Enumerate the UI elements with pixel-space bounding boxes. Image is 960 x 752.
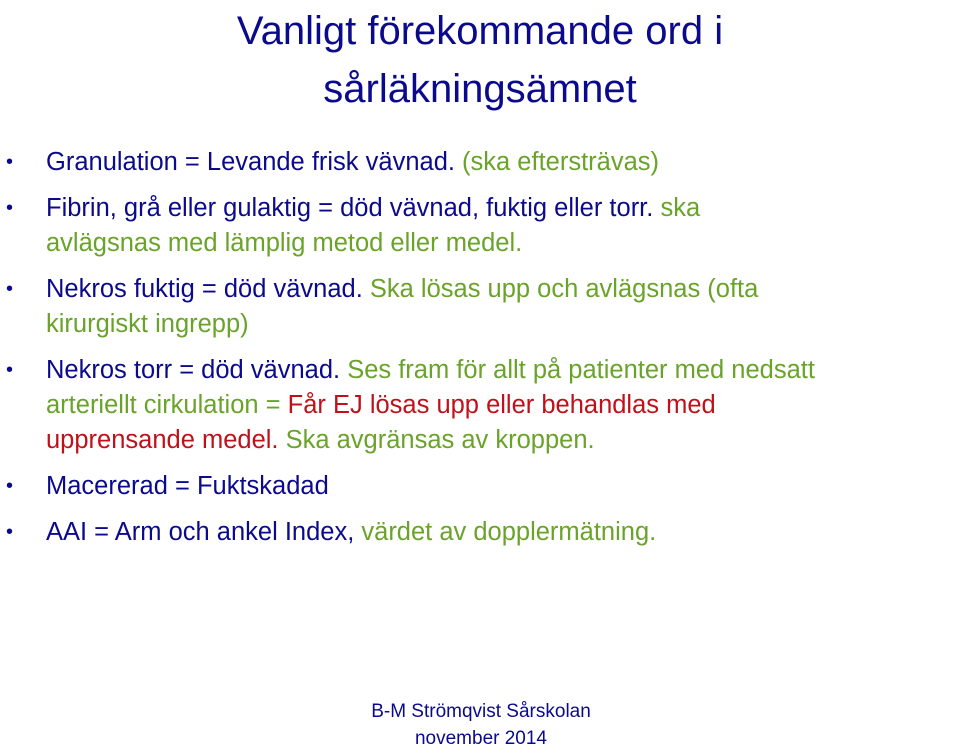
bullet-list — [0, 145, 960, 561]
footer-date: november 2014 — [414, 728, 548, 749]
bullet-icon: • — [6, 151, 14, 173]
bullet-note: Ses fram för allt på patienter med nedsatt — [340, 356, 815, 384]
bullet-line-3 — [46, 423, 960, 458]
bullet-line-2 — [46, 388, 960, 423]
bullet-term: Nekros fuktig = död vävnad. — [46, 275, 363, 303]
bullet-note: (ska eftersträvas) — [454, 148, 660, 176]
bullet-icon: • — [6, 521, 14, 543]
bullet-item-nekros-fuktig — [0, 272, 960, 342]
slide-title-line-1: Vanligt förekommande ord i — [236, 9, 724, 53]
bullet-line — [46, 353, 960, 388]
bullet-item-granulation — [0, 145, 960, 180]
bullet-term: Granulation = Levande frisk vävnad. — [46, 148, 455, 176]
bullet-note: ska — [653, 194, 701, 222]
bullet-note: värdet av dopplermätning. — [354, 518, 657, 546]
bullet-note-final: Ska avgränsas av kroppen. — [278, 426, 595, 454]
bullet-item-macererad — [0, 469, 960, 504]
bullet-warning-continued: upprensande medel. — [46, 426, 279, 454]
bullet-icon: • — [6, 278, 14, 300]
bullet-note-continued: avlägsnas med lämplig metod eller medel. — [46, 229, 523, 257]
bullet-icon: • — [6, 197, 14, 219]
bullet-icon: • — [6, 475, 14, 497]
bullet-icon: • — [6, 359, 14, 381]
footer-author: B-M Strömqvist Sårskolan — [371, 701, 591, 722]
bullet-term: Fibrin, grå eller gulaktig = död vävnad, fuktig eller torr. — [46, 194, 654, 222]
bullet-item-fibrin — [0, 191, 960, 261]
bullet-note-continued: arteriellt cirkulation = — [46, 391, 281, 419]
bullet-line — [46, 272, 960, 307]
bullet-line — [46, 515, 960, 550]
bullet-note: Ska lösas upp och avlägsnas (ofta — [362, 275, 759, 303]
bullet-warning: Får EJ lösas upp eller behandlas med — [280, 391, 716, 419]
bullet-note-continued: kirurgiskt ingrepp) — [46, 310, 249, 338]
bullet-item-nekros-torr — [0, 353, 960, 458]
bullet-line — [46, 191, 960, 226]
slide-title — [0, 0, 960, 118]
bullet-item-aai — [0, 515, 960, 550]
slide-title-line-2: sårläkningsämnet — [323, 67, 637, 111]
bullet-term: AAI = Arm och ankel Index, — [46, 518, 355, 546]
bullet-line — [46, 145, 960, 180]
bullet-term: Nekros torr = död vävnad. — [46, 356, 341, 384]
bullet-term: Macererad = Fuktskadad — [46, 472, 329, 500]
